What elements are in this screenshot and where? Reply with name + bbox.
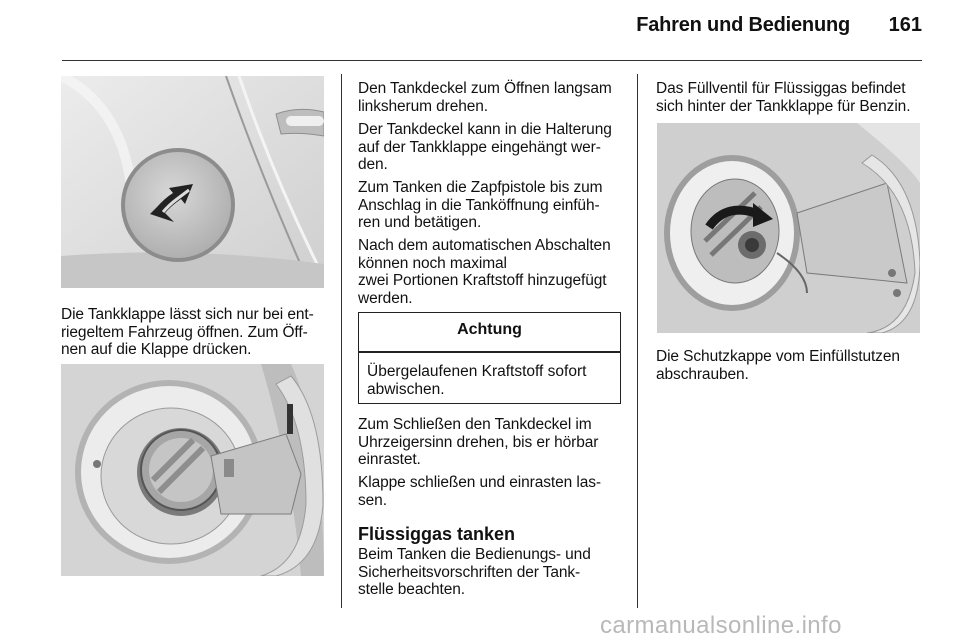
caution-notice-divider bbox=[359, 351, 620, 353]
middle-paragraph-2: Der Tankdeckel kann in die Halterung auf der Tankklappe eingehängt wer- den. bbox=[358, 121, 612, 173]
middle-paragraph-4: Nach dem automatischen Abschalten können noch maximal zwei Portionen Kraftstoff hinzugefügt werden. bbox=[358, 237, 611, 307]
lpg-valve-illustration bbox=[657, 123, 920, 333]
watermark: carmanualsonline.info bbox=[600, 612, 842, 639]
column-divider-right bbox=[637, 74, 638, 608]
middle-paragraph-7: Beim Tanken die Bedienungs- und Sicherheitsvorschriften der Tank- stelle beachten. bbox=[358, 546, 591, 598]
lpg-valve-figure bbox=[657, 123, 920, 333]
caution-notice-title: Achtung bbox=[457, 321, 522, 338]
middle-paragraph-6: Klappe schließen und einrasten las- sen. bbox=[358, 474, 601, 509]
column-divider-left bbox=[341, 74, 342, 608]
fuel-door-open-illustration bbox=[61, 364, 324, 576]
page-header-title: Fahren und Bedienung bbox=[636, 14, 850, 36]
fuel-door-closed-illustration bbox=[61, 76, 324, 288]
header-divider bbox=[62, 60, 922, 61]
middle-paragraph-5: Zum Schließen den Tankdeckel im Uhrzeigersinn drehen, bis er hörbar einrastet. bbox=[358, 416, 599, 468]
caption-protective-cap: Die Schutzkappe vom Einfüllstutzen abschrauben. bbox=[656, 348, 900, 383]
middle-paragraph-1: Den Tankdeckel zum Öffnen langsam linksherum drehen. bbox=[358, 80, 612, 115]
right-paragraph-1: Das Füllventil für Flüssiggas befindet sich hinter der Tankklappe für Benzin. bbox=[656, 80, 911, 115]
page-number: 161 bbox=[888, 14, 922, 36]
caution-notice-text: Übergelaufenen Kraftstoff sofort abwischen. bbox=[367, 363, 587, 398]
fuel-door-open-figure bbox=[61, 364, 324, 576]
caution-notice-box bbox=[358, 312, 621, 404]
caption-fuel-door: Die Tankklappe lässt sich nur bei ent- riegeltem Fahrzeug öffnen. Zum Öff- nen auf die Klappe drücken. bbox=[61, 306, 314, 358]
section-heading-lpg: Flüssiggas tanken bbox=[358, 524, 516, 544]
fuel-door-closed-figure bbox=[61, 76, 324, 288]
middle-paragraph-3: Zum Tanken die Zapfpistole bis zum Anschlag in die Tanköffnung einfüh- ren und betätigen. bbox=[358, 179, 603, 231]
